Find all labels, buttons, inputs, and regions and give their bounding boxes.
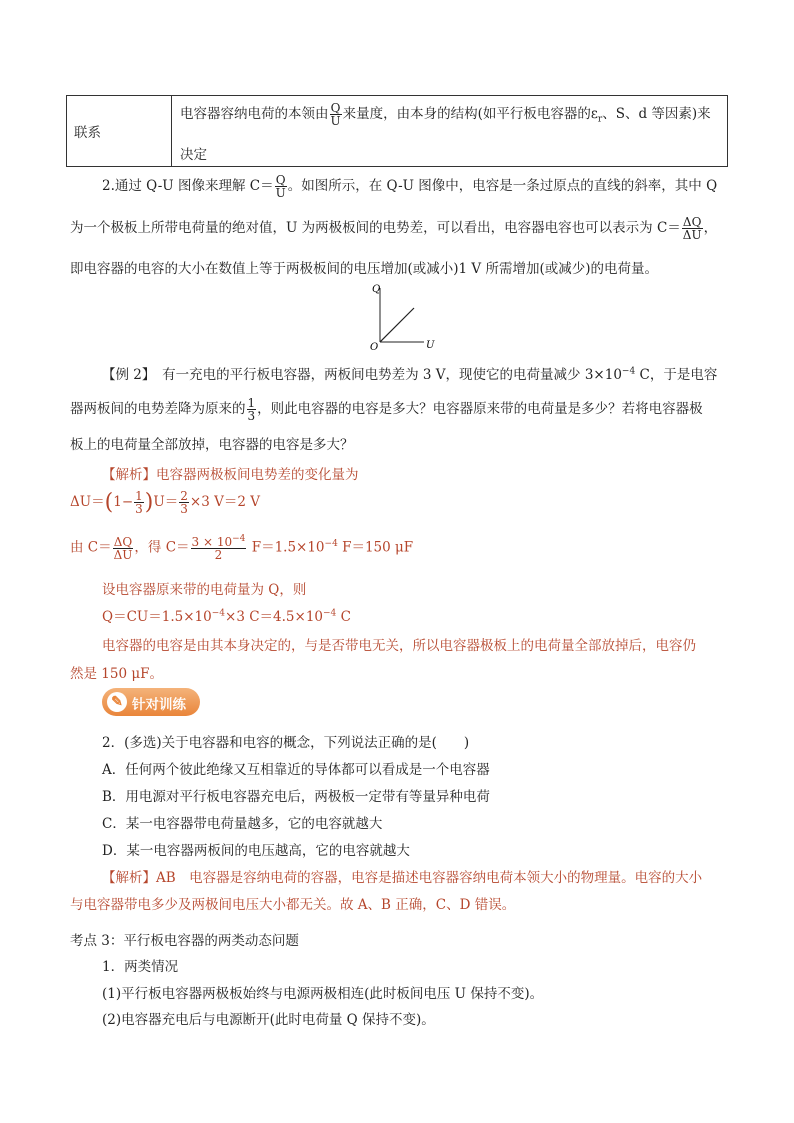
practice-badge-label: 针对训练 bbox=[132, 697, 186, 713]
section-subtitle: 1．两类情况 bbox=[102, 959, 179, 975]
solution-line7: 然是 150 μF。 bbox=[70, 666, 163, 682]
fraction-q-over-u: $\frac{Q}{U}$ bbox=[330, 101, 341, 128]
y-axis-label: Q bbox=[372, 284, 381, 295]
solution-line4: 设电容器原来带的电荷量为 Q，则 bbox=[102, 582, 307, 598]
example-line1: 【例 2】 有一充电的平行板电容器，两板间电势差为 3 V，现使它的电荷量减少 $3\times 10^{-4}$ C，于是电容 bbox=[102, 366, 718, 383]
para2-line1: 2.通过 Q-U 图像来理解 C＝ $\frac{Q}{U}$ 。如图所示，在 Q-U 图像中，电容是一条过原点的直线的斜率，其中 Q bbox=[102, 173, 718, 200]
table-divider bbox=[171, 96, 172, 166]
fraction-q-over-u: $\frac{Q}{U}$ bbox=[275, 173, 286, 200]
solution-line6: 电容器的电容是由其本身决定的，与是否带电无关，所以电容器极板上的电荷量全部放掉后，电容仍 bbox=[102, 638, 696, 654]
option-c: C．某一电容器带电荷量越多，它的电容就越大 bbox=[102, 816, 383, 832]
practice-badge bbox=[102, 688, 200, 716]
table-right-cell-line1: 电容器容纳电荷的本领由 $\frac{Q}{U}$ 来量度，由本身的结构(如平行板电容器的$\varepsilon_r$、S、d 等因素)来 bbox=[180, 101, 711, 128]
question-stem: 2．(多选)关于电容器和电容的概念，下列说法正确的是( ) bbox=[102, 735, 470, 751]
option-d: D．某一电容器两板间的电压越高，它的电容就越大 bbox=[102, 843, 410, 859]
solution-eq1: ΔU＝(1− $\frac{1}{3}$ )U＝ $\frac{2}{3}$ ×3 V＝2 V bbox=[70, 489, 260, 516]
solution-eq2: 由 C＝ $\frac{\Delta Q}{\Delta U}$ ，得 C＝ $\frac{3 \times 10^{-4}}{2}$ $F=1.5\times 10^{-4}$ F＝150 μF bbox=[70, 534, 414, 562]
question-answer-line1: 【解析】AB 电容器是容纳电荷的容器，电容是描述电容器容纳电荷本领大小的物理量。电容的大小 bbox=[102, 870, 703, 886]
fraction-dq-over-du: $\frac{\Delta Q}{\Delta U}$ bbox=[682, 215, 702, 242]
section-title: 考点 3：平行板电容器的两类动态问题 bbox=[70, 933, 299, 949]
fraction-one-third: $\frac{1}{3}$ bbox=[247, 396, 256, 423]
para2-line2: 为一个极板上所带电荷量的绝对值，U 为两极板间的电势差，可以看出，电容器电容也可以表示为 C＝ $\frac{\Delta Q}{\Delta U}$ ， bbox=[70, 215, 718, 242]
table-left-cell: 联系 bbox=[74, 125, 101, 141]
option-a: A．任何两个彼此绝缘又互相靠近的导体都可以看成是一个电容器 bbox=[102, 762, 490, 778]
example-line3: 板上的电荷量全部放掉，电容器的电容是多大？ bbox=[70, 437, 354, 453]
qu-line bbox=[380, 308, 414, 342]
pencil-icon: ✎ bbox=[107, 692, 127, 712]
qu-graph bbox=[366, 282, 436, 352]
table-right-cell-line2: 决定 bbox=[180, 147, 207, 163]
example-line2: 器两板间的电势差降为原来的 $\frac{1}{3}$ ，则此电容器的电容是多大？电容器原来带的电荷量是多少？若将电容器极 bbox=[70, 396, 703, 423]
solution-line5: $Q=CU=1.5\times 10^{-4}\times 3$ $C=4.5\times 10^{-4}$ C bbox=[102, 608, 351, 625]
section-item1: (1)平行板电容器两极板始终与电源两极相连(此时板间电压 U 保持不变)。 bbox=[102, 986, 544, 1002]
origin-label: O bbox=[370, 342, 379, 352]
question-answer-line2: 与电容器带电多少及两极间电压大小都无关。故 A、B 正确，C、D 错误。 bbox=[70, 897, 516, 913]
para2-line3: 即电容器的电容的大小在数值上等于两极板间的电压增加(或减小)1 V 所需增加(或减少)的电荷量。 bbox=[70, 261, 658, 277]
x-axis-label: U bbox=[426, 340, 435, 351]
comparison-table bbox=[66, 95, 728, 167]
option-b: B．用电源对平行板电容器充电后，两极板一定带有等量异种电荷 bbox=[102, 789, 490, 805]
section-item2: (2)电容器充电后与电源断开(此时电荷量 Q 保持不变)。 bbox=[102, 1012, 435, 1028]
solution-title: 【解析】电容器两极板间电势差的变化量为 bbox=[102, 467, 359, 483]
